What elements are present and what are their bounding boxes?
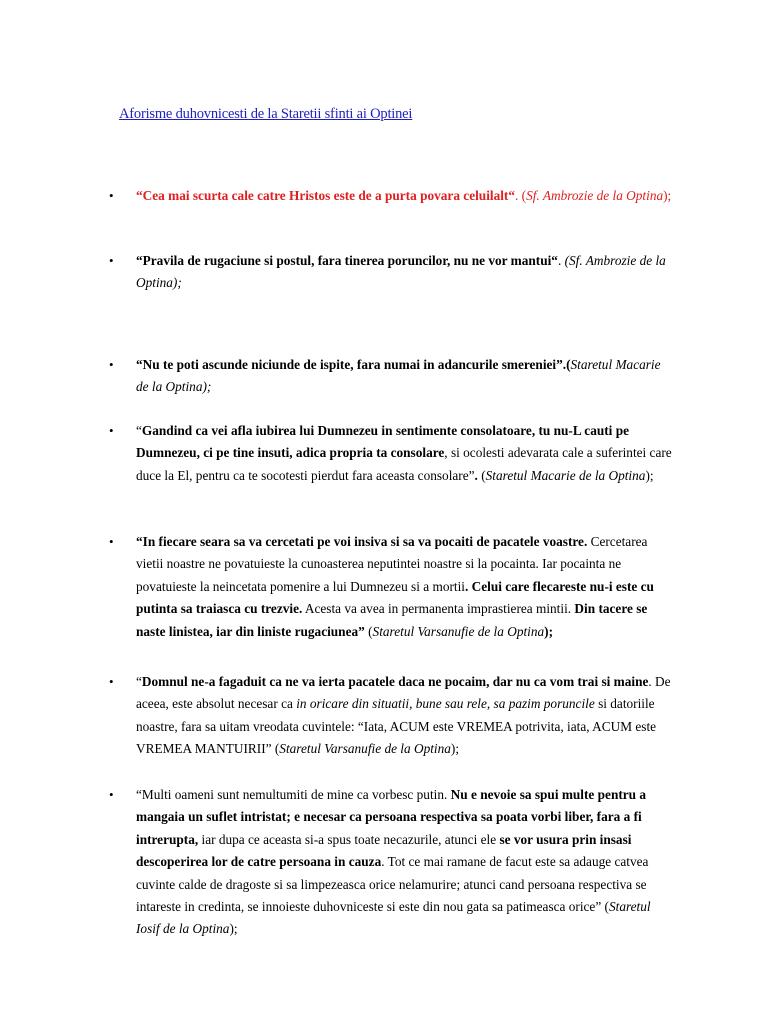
bullet: •: [109, 253, 114, 268]
body-text: (: [477, 467, 486, 483]
body-text: , si ocolesti adevarata cale a suferintei care duce la El, pentru ca te socotesti pierdut fara aceasta consolare”: [136, 445, 672, 483]
quote-text: “Pravila de rugaciune si postul, fara tinerea poruncilor, nu ne vor mantui“: [136, 253, 558, 268]
bold-text: se vor usura prin insasi descoperirea lor de catre persoana in cauza: [136, 831, 632, 870]
list-item: [109, 784, 676, 941]
open-quote: “: [136, 423, 142, 438]
bold-text: .: [474, 467, 478, 483]
separator: .: [557, 253, 565, 268]
closing: );: [663, 188, 672, 203]
bold-text: “In fiecare seara sa va cercetati pe voi insiva si sa va pocaiti de pacatele voastre.: [136, 534, 588, 549]
bullet: •: [109, 188, 114, 203]
list-item: [109, 671, 676, 761]
list-item: [109, 531, 676, 643]
separator: . (: [515, 188, 527, 203]
bullet: •: [109, 787, 114, 802]
body-text: Acesta va avea in permanenta imprastierea mintii.: [302, 601, 572, 617]
list-item: [109, 250, 676, 295]
list-item: [109, 354, 676, 399]
author-attribution: Staretul Macarie de la Optina);: [136, 357, 661, 395]
closing: );: [450, 741, 460, 757]
bullet: •: [109, 357, 114, 372]
bold-text: Din tacere se naste linistea, iar din liniste rugaciunea”: [136, 601, 648, 639]
quote-text: “Cea mai scurta cale catre Hristos este de a purta povara celuilalt“: [136, 188, 516, 203]
body-text: . Tot ce mai ramane de facut este sa adauge catvea cuvinte calde de dragoste si sa limpezeasca orice nelamurire; atunci cand persoana respectiva se intareste in credinta, se innoieste duhovniceste si este din nou gata sa patimeasca orice” (: [136, 854, 649, 915]
closing: );: [229, 921, 238, 937]
bullet: •: [109, 423, 114, 438]
body-text: (: [364, 623, 373, 639]
body-text: “Multi oameni sunt nemultumiti de mine ca vorbesc putin.: [136, 787, 451, 802]
closing: );: [645, 467, 654, 483]
bold-text: . Celui care flecareste nu-i este cu putinta sa traiasca cu trezvie.: [136, 578, 654, 617]
document-title: Aforisme duhovnicesti de la Staretii sfinti ai Optinei: [119, 106, 413, 122]
separator: .(: [562, 357, 571, 372]
body-text: iar dupa ce aceasta si-a spus toate necazurile, atunci ele: [198, 831, 500, 847]
bullet: •: [109, 534, 114, 549]
body-text: . De aceea, este absolut necesar ca: [136, 674, 671, 712]
author-attribution: Staretul Macarie de la Optina: [485, 467, 646, 483]
author-attribution: (Sf. Ambrozie de la Optina);: [136, 253, 666, 291]
body-text: si datoriile noastre, fara sa uitam vreodata cuvintele: “Iata, ACUM este VREMEA potrivita, iata, ACUM este VREMEA MANTUIRII” (: [136, 696, 657, 757]
author-attribution: Staretul Varsanufie de la Optina: [372, 623, 545, 639]
bold-text: Nu e nevoie sa spui multe pentru a mangaia un suflet intristat; e necesar ca persoana respectiva sa poata vorbi liber, fara a fi intrerupta,: [136, 787, 647, 847]
bold-text: Domnul ne-a fagaduit ca ne va ierta pacatele daca ne pocaim, dar nu ca vom trai si maine: [141, 674, 649, 689]
list-item: [109, 420, 676, 487]
italic-text: in oricare din situatii, bune sau rele, sa pazim poruncile: [296, 696, 595, 712]
quote-text: “Nu te poti ascunde niciunde de ispite, fara numai in adancurile smereniei”: [136, 357, 563, 372]
author-attribution: Staretul Varsanufie de la Optina: [279, 741, 451, 757]
body-text: “: [136, 674, 142, 689]
closing: );: [544, 623, 554, 639]
bullet: •: [109, 674, 114, 689]
author-attribution: Staretul Iosif de la Optina: [136, 899, 651, 937]
author-attribution: Sf. Ambrozie de la Optina: [526, 188, 664, 203]
list-item: [109, 185, 676, 207]
bold-text: Gandind ca vei afla iubirea lui Dumnezeu in sentimente consolatoare, tu nu-L cauti pe Dumnezeu, ci pe tine insuti, adica propria ta consolare: [136, 423, 629, 461]
body-text: Cercetarea vietii noastre ne povatuieste la cunoasterea neputintei noastre si la pocainta. Iar pocainta ne povatuieste la neincetata pomenire a lui Dumnezeu si a mortii: [136, 534, 648, 594]
